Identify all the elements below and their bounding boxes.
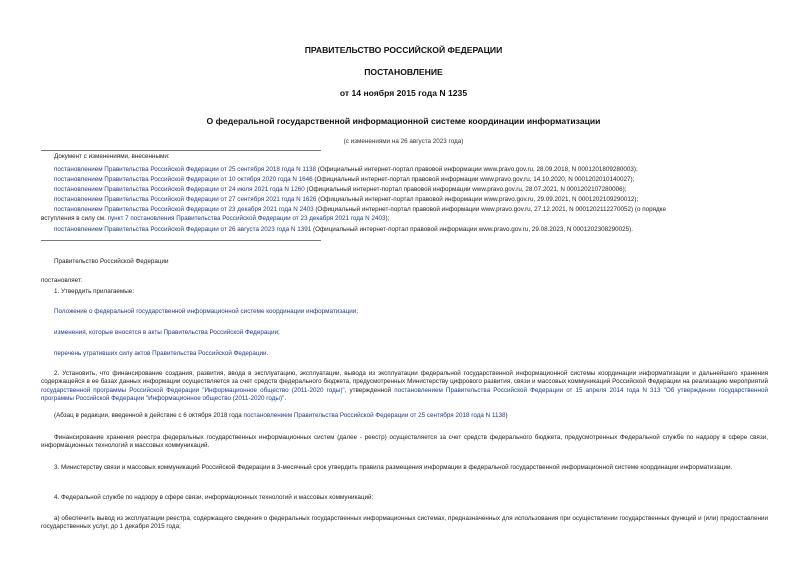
program-link[interactable]: государственной программы Российской Федерации "Информационное общество (2011-2020 годы)" <box>41 386 345 394</box>
changes-intro: Документ с изменениями, внесенными: <box>54 153 170 160</box>
change-link[interactable]: постановлением Правительства Российской Федерации от 26 августа 2023 года N 1391 <box>54 226 312 233</box>
attachment-item: изменения, которые вносятся в акты Правительства Российской Федерации; <box>54 329 280 336</box>
change-item: постановлением Правительства Российской Федерации от 10 октября 2020 года N 1646 (Официальный интернет-портал правовой информации www.pravo.gov.ru, 14.10.2020, N 0001202010140027); <box>54 176 635 183</box>
change-item: постановлением Правительства Российской Федерации от 23 декабря 2021 года N 2403 (Официальный интернет-портал правовой информации www.pravo.gov.ru, 27.12.2021, N 0001202112270052) (о порядке <box>54 206 666 213</box>
change-link[interactable]: постановлением Правительства Российской Федерации от 23 декабря 2021 года N 2403 <box>54 206 314 213</box>
change-item: постановлением Правительства Российской Федерации от 26 августа 2023 года N 1391 (Официальный интернет-портал правовой информации www.pravo.gov.ru, 29.08.2023, N 0001202308290025). <box>54 226 634 233</box>
attachment-item: Положение о федеральной государственной информационной системе координации информатизации; <box>54 308 359 315</box>
government-heading: ПРАВИТЕЛЬСТВО РОССИЙСКОЙ ФЕДЕРАЦИИ <box>304 45 503 55</box>
change-item: постановлением Правительства Российской Федерации от 27 сентября 2021 года N 1626 (Официальный интернет-портал правовой информации www.pravo.gov.ru, 29.09.2021, N 0001202109290012); <box>54 196 639 203</box>
change-link[interactable]: постановлением Правительства Российской Федерации от 25 сентября 2018 года N 1138 <box>54 166 316 173</box>
paragraph-3: 3. Министерству связи и массовых коммуникаций Российской Федерации в 3-месячный срок утвердить правила размещения информации в федеральной государственной информационной системе координации информатизации. <box>54 464 733 471</box>
decides-text: постановляет: <box>41 277 83 284</box>
change-item: постановлением Правительства Российской Федерации от 24 июля 2021 года N 1260 (Официальный интернет-портал правовой информации www.pravo.gov.ru, 28.07.2021, N 0001202107280006); <box>54 186 627 193</box>
document-date: от 14 ноября 2015 года N 1235 <box>339 88 468 98</box>
change-link[interactable]: постановлением Правительства Российской Федерации от 24 июля 2021 года N 1260 <box>54 186 305 193</box>
resolution-link[interactable]: постановлением Правительства Российской Федерации от 15 апреля 2014 года N 313 "Об утверждении государственной программы Российской Федерации "Информационное общество (2011-2020 годы)" <box>41 386 768 403</box>
change-link[interactable]: постановлением Правительства Российской Федерации от 27 сентября 2021 года N 1626 <box>54 196 317 203</box>
paragraph-1: 1. Утвердить прилагаемые: <box>54 288 134 295</box>
paragraph-2-financing: Финансирование хранения реестра федеральных государственных информационных систем (далее - реестр) осуществляется за счет средств федерального бюджета, предусмотренных Федеральной службе по надзору в сфере связи, информационных технологий и массовых коммуникаций. <box>41 434 768 450</box>
change-item: постановлением Правительства Российской Федерации от 25 сентября 2018 года N 1138 (Официальный интернет-портал правовой информации www.pravo.gov.ru, 28.09.2018, N 0001201809280003); <box>54 166 638 173</box>
attachment-item: перечень утративших силу актов Правительства Российской Федерации. <box>54 350 269 357</box>
document-title: О федеральной государственной информационной системе координации информатизации <box>206 116 601 126</box>
change-link[interactable]: пункт 7 постановления Правительства Российской Федерации от 23 декабря 2021 года N 2403 <box>107 215 386 222</box>
attachment-link[interactable]: Положение о федеральной государственной информационной системе координации информатизации <box>54 308 357 315</box>
paragraph-4: 4. Федеральной службе по надзору в сфере связи, информационных технологий и массовых коммуникаций: <box>54 494 374 501</box>
attachment-link[interactable]: перечень утративших силу актов Правительства Российской Федерации <box>54 350 267 357</box>
paragraph-2: 2. Установить, что финансирование создания, развития, ввода в эксплуатацию, эксплуатации, вывода из эксплуатации федеральной государственной информационной системы координации информатизации и дальнейшего хранения содержащейся в ее базах данных информации осуществляется за счет средств федерального бюджета, предусмотренных Министерству цифрового развития, связи и массовых коммуникаций Российской Федерации на реализацию мероприятий государственной программы Российской Федерации "Информационное общество (2011-2020 годы)", утвержденной постановлением Правительства Российской Федерации от 15 апреля 2014 года N 313 "Об утверждении государственной программы Российской Федерации "Информационное общество (2011-2020 годы)". <box>41 370 768 403</box>
editorial-note: (Абзац в редакции, введенной в действие с 6 октября 2018 года постановлением Правительства Российской Федерации от 25 сентября 2018 года N 1138) <box>54 412 508 419</box>
document-type: ПОСТАНОВЛЕНИЕ <box>364 67 443 77</box>
change-item: вступления в силу см. пункт 7 постановления Правительства Российской Федерации от 23 декабря 2021 года N 2403); <box>41 215 390 222</box>
bottom-divider <box>41 240 321 241</box>
revision-note: (с изменениями на 26 августа 2023 года) <box>343 138 464 145</box>
top-divider <box>41 150 321 151</box>
attachment-link[interactable]: изменения, которые вносятся в акты Правительства Российской Федерации <box>54 329 278 336</box>
paragraph-4a: а) обеспечить вывод из эксплуатации реестра, содержащего сведения о федеральных государственных информационных системах, предназначенных для использования при осуществлении государственных функций и (или) предоставлении государственных услуг, до 1 декабря 2015 года; <box>41 515 768 531</box>
change-link[interactable]: постановлением Правительства Российской Федерации от 10 октября 2020 года N 1646 <box>54 176 313 183</box>
note-link[interactable]: постановлением Правительства Российской Федерации от 25 сентября 2018 года N 1138 <box>243 412 506 419</box>
government-name: Правительство Российской Федерации <box>54 258 169 265</box>
